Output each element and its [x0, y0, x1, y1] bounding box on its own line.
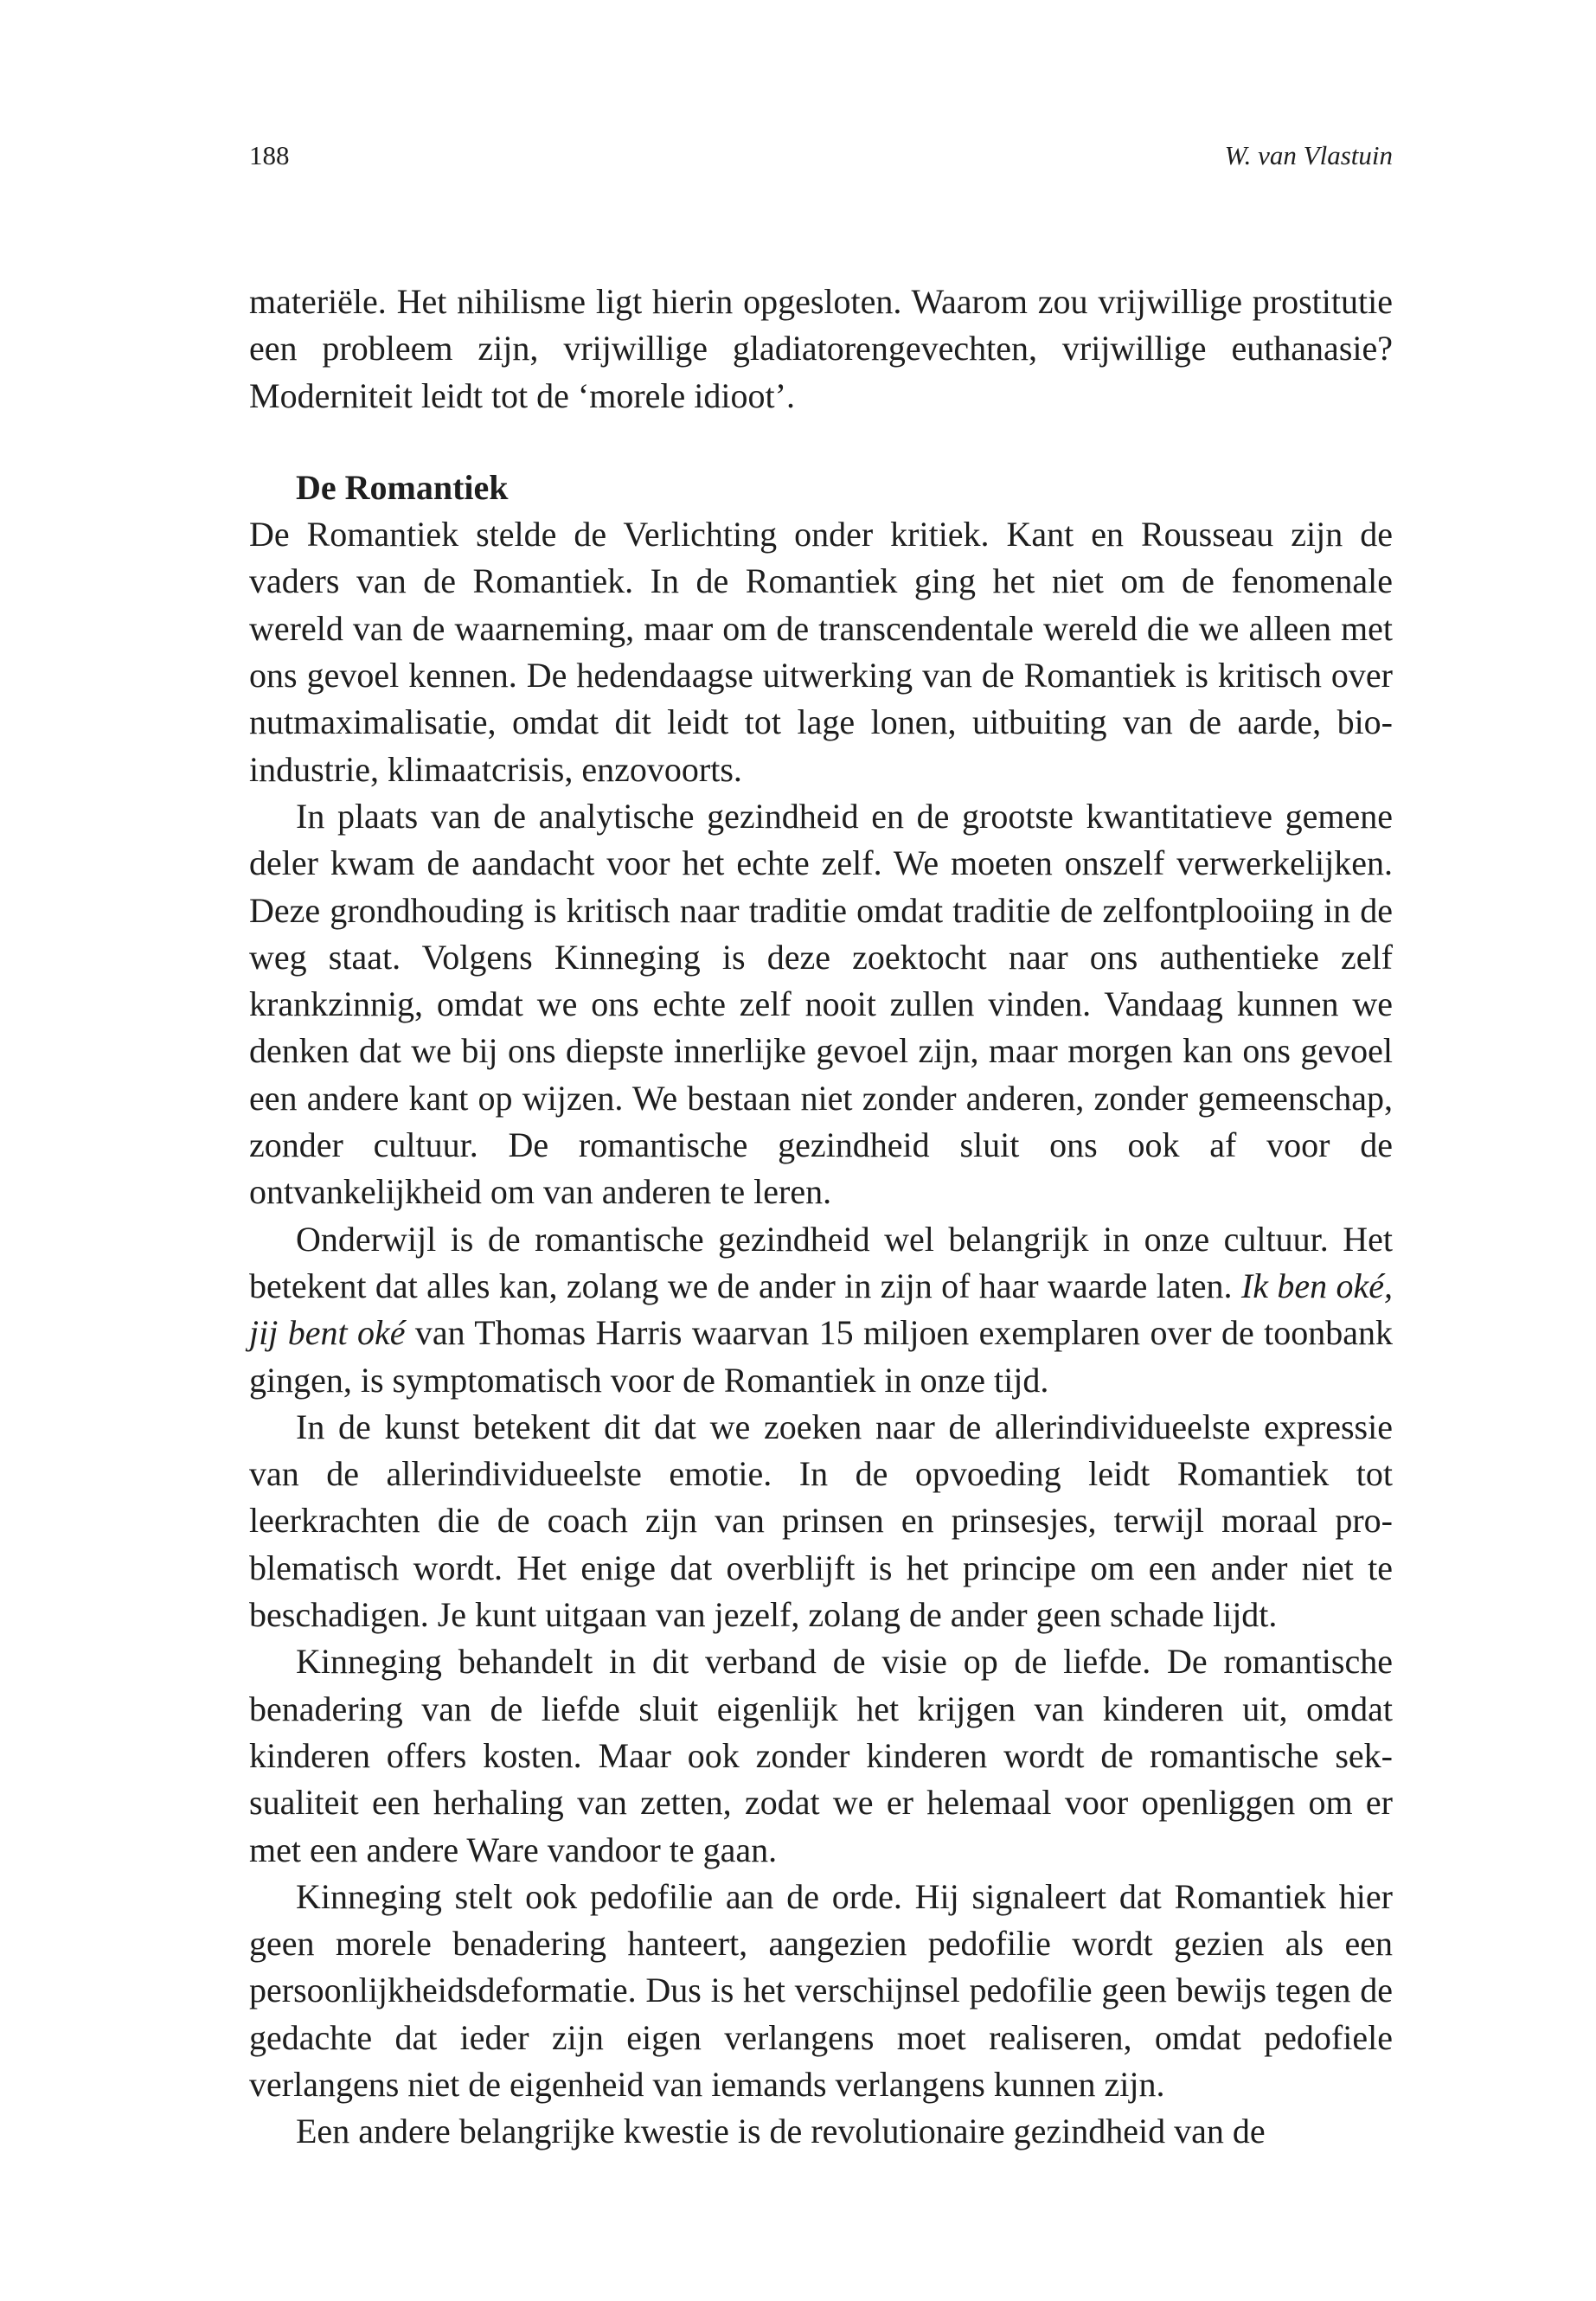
paragraph-with-book-title [249, 1216, 1393, 1404]
paragraph: Kinneging stelt ook pedofilie aan de orde. Hij signaleert dat Romantiek hier geen morele benadering hanteert, aangezien pedofilie wordt gezien als een persoonlijkheidsdeformatie. Dus is het verschijnsel pedofilie geen bewijs tegen de gedachte dat ieder zijn eigen verlangens moet realiseren, omdat pedofiele verlangens niet de eigenheid van iemands verlangens kunnen zijn. [249, 1876, 1393, 2104]
paragraph: Kinneging behandelt in dit verband de visie op de liefde. De romantische benadering van de liefde sluit eigenlijk het krijgen van kinderen uit, omdat kinderen offers kosten. Maar ook zonder kinderen wordt de romantische seksualiteit een herhaling van zetten, zodat we er helemaal voor openliggen om er met een andere Ware vandoor te gaan. [249, 1642, 1393, 1869]
page-number: 188 [249, 140, 290, 170]
paragraph-continued: materiële. Het nihilisme ligt hierin opgesloten. Waarom zou vrijwillige prostitutie een probleem zijn, vrijwillige gladiatorengevechten, vrijwillige euthanasie? Moderniteit leidt tot de ‘morele idioot’. [249, 282, 1393, 415]
paragraph-text: van Thomas Harris waarvan 15 miljoen exemplaren over de toonbank gingen, is symptomatisch voor de Romantiek in onze tijd. [249, 1313, 1393, 1400]
book-page [249, 0, 1393, 2301]
running-header [249, 137, 1393, 175]
section-heading: De Romantiek [296, 467, 509, 507]
paragraph: In plaats van de analytische gezindheid en de grootste kwantitatieve gemene deler kwam de aandacht voor het echte zelf. We moeten onszelf verwerkelijken. Deze grondhouding is kritisch naar traditie omdat traditie de zelfontplooiing in de weg staat. Volgens Kinneging is deze zoektocht naar ons authentieke zelf krankzinnig, omdat we ons echte zelf nooit zullen vinden. Vandaag kunnen we denken dat we bij ons diepste innerlijke gevoel zijn, maar morgen kan ons gevoel een andere kant op wijzen. We bestaan niet zonder anderen, zonder gemeenschap, zonder cultuur. De romantische gezindheid sluit ons ook af voor de ontvankelijkheid om van anderen te leren. [249, 796, 1393, 1212]
book-title: Ik ben oké, jij bent oké [249, 1266, 1394, 1353]
body-text [249, 279, 1393, 2156]
paragraph: In de kunst betekent dit dat we zoeken naar de allerindividueelste expressie van de allerindividueelste emotie. In de opvoeding leidt Romantiek tot leerkrachten die de coach zijn van prinsen en prinsesjes, terwijl moraal problematisch wordt. Het enige dat overblijft is het principe om een ander niet te beschadigen. Je kunt uitgaan van jezelf, zolang de ander geen schade lijdt. [249, 1407, 1393, 1635]
paragraph-text: Onderwijl is de romantische gezindheid wel belangrijk in onze cultuur. Het betekent dat alles kan, zolang we de ander in zijn of haar waarde laten. [249, 1219, 1393, 1305]
paragraph-continues: Een andere belangrijke kwestie is de revolutionaire gezindheid van de [296, 2112, 1266, 2151]
running-head-author: W. van Vlastuin [1224, 140, 1393, 170]
paragraph: De Romantiek stelde de Verlichting onder kritiek. Kant en Rousseau zijn de vaders van de Romantiek. In de Romantiek ging het niet om de fenomenale wereld van de waarneming, maar om de transcendentale wereld die we alleen met ons gevoel kennen. De hedendaagse uitwerking van de Romantiek is kritisch over nutmaximalisatie, omdat dit leidt tot lage lonen, uitbuiting van de aarde, bio-industrie, klimaatcrisis, enzovoorts. [249, 515, 1393, 789]
